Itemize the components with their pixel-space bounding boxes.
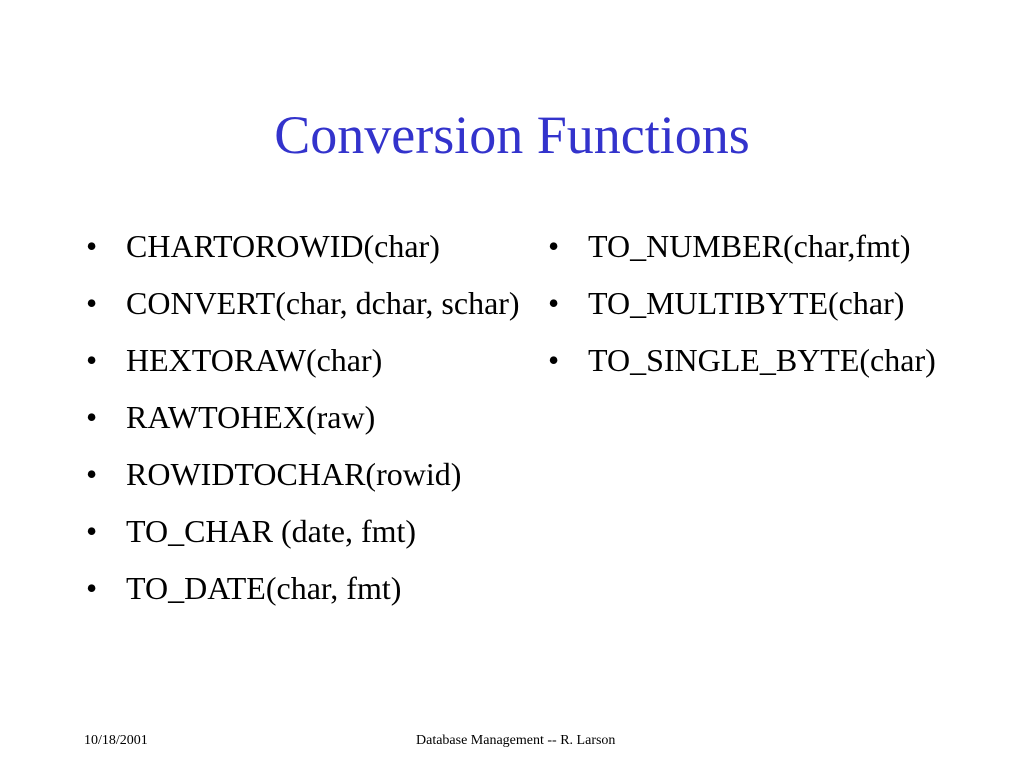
bullet-icon: • <box>548 228 560 264</box>
bullet-icon: • <box>548 285 560 321</box>
list-item <box>86 399 556 436</box>
list-item <box>86 228 556 265</box>
list-item <box>86 456 556 493</box>
bullet-icon: • <box>86 228 98 264</box>
bullet-icon: • <box>86 513 98 549</box>
list-item <box>86 342 556 379</box>
right-bullet-list <box>548 228 1008 399</box>
bullet-icon: • <box>86 285 98 321</box>
list-item-text: RAWTOHEX(raw) <box>126 399 376 435</box>
list-item <box>548 285 1008 322</box>
list-item <box>86 570 556 607</box>
bullet-icon: • <box>86 342 98 378</box>
list-item <box>86 513 556 550</box>
list-item <box>548 228 1008 265</box>
left-bullet-list <box>86 228 556 627</box>
list-item <box>86 285 556 322</box>
footer-author: Database Management -- R. Larson <box>416 733 616 748</box>
bullet-icon: • <box>86 570 98 606</box>
footer-date: 10/18/2001 <box>84 733 148 748</box>
slide-title: Conversion Functions <box>274 105 750 165</box>
list-item-text: ROWIDTOCHAR(rowid) <box>126 456 462 492</box>
bullet-icon: • <box>86 456 98 492</box>
list-item-text: TO_NUMBER(char,fmt) <box>588 228 911 264</box>
list-item <box>548 342 1008 379</box>
list-item-text: TO_CHAR (date, fmt) <box>126 513 417 549</box>
list-item-text: TO_MULTIBYTE(char) <box>588 285 905 321</box>
list-item-text: CONVERT(char, dchar, schar) <box>126 285 520 321</box>
list-item-text: CHARTOROWID(char) <box>126 228 440 264</box>
list-item-text: TO_DATE(char, fmt) <box>126 570 402 606</box>
list-item-text: HEXTORAW(char) <box>126 342 383 378</box>
bullet-icon: • <box>86 399 98 435</box>
bullet-icon: • <box>548 342 560 378</box>
list-item-text: TO_SINGLE_BYTE(char) <box>588 342 936 378</box>
